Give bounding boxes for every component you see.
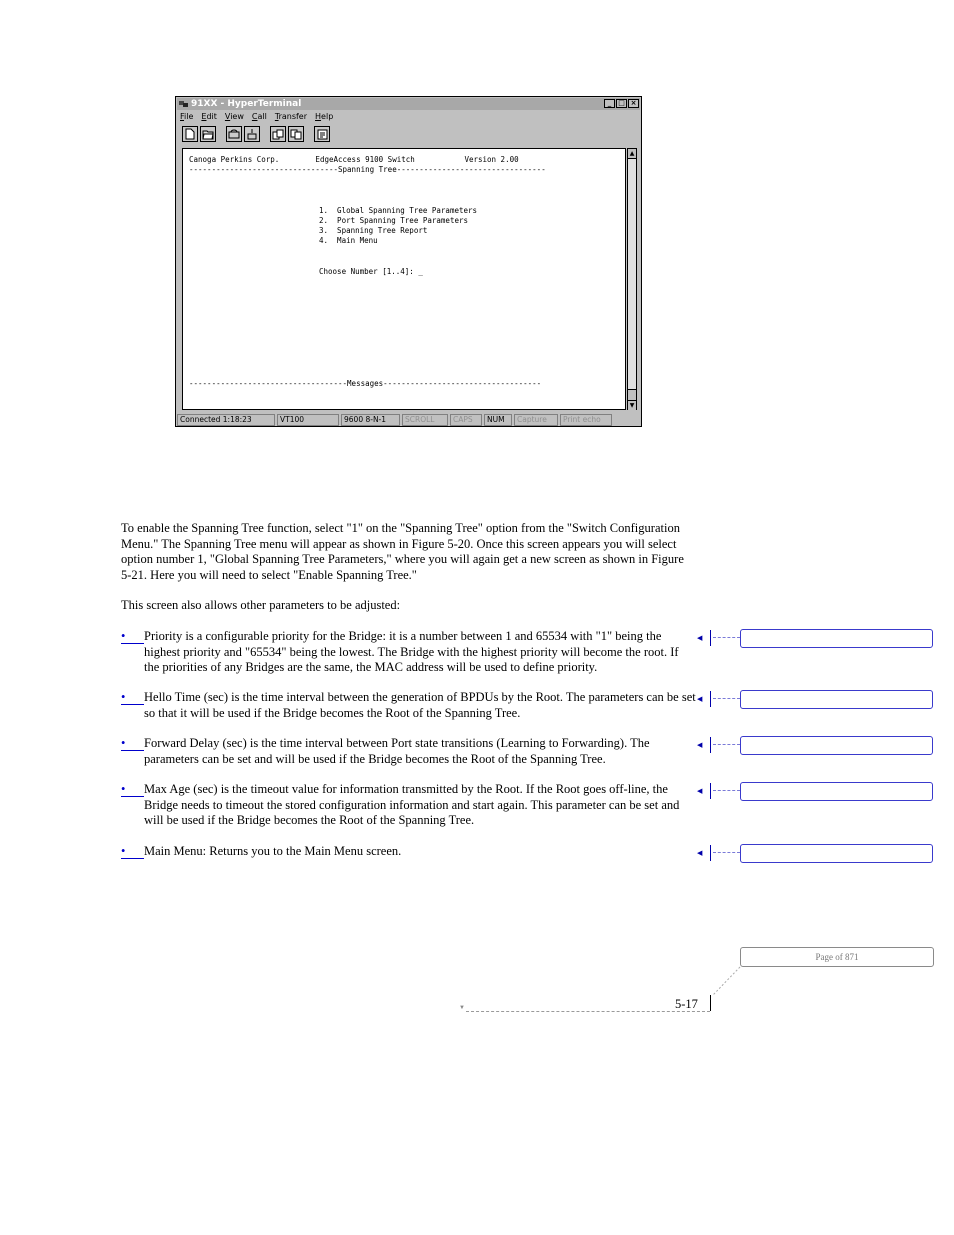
- status-scroll: SCROLL: [402, 414, 448, 426]
- menu-option-4[interactable]: 4. Main Menu: [319, 236, 378, 245]
- disconnect-button[interactable]: [244, 126, 260, 142]
- menu-option-2[interactable]: 2. Port Spanning Tree Parameters: [319, 216, 469, 225]
- menu-option-1[interactable]: 1. Global Spanning Tree Parameters: [319, 206, 478, 215]
- bullet-hello-time: [121, 690, 696, 721]
- bullet-max-age: [121, 782, 696, 829]
- page-number-bar: [710, 995, 711, 1011]
- menu-help[interactable]: Help: [315, 112, 334, 121]
- new-icon: [185, 128, 195, 140]
- menu-bar: [180, 111, 333, 122]
- hyperterminal-window: [175, 96, 642, 427]
- hyperterminal-app-icon: [179, 100, 188, 108]
- window-title: 91XX - HyperTerminal: [191, 99, 302, 109]
- terminal-rule-top: ---------------------------------Spanning Tree---------------------------------: [189, 165, 546, 174]
- status-connected: Connected 1:18:23: [177, 414, 275, 426]
- bullet-text: Main Menu: Returns you to the Main Menu screen.: [144, 844, 402, 858]
- properties-button[interactable]: [314, 126, 330, 142]
- bullet-text: Hello Time (sec) is the time interval between the generation of BPDUs by the Root. The parameters can be set so that it will be used if the Bridge becomes the Root of the Spanning Tree.: [144, 690, 696, 720]
- status-capture: Capture: [514, 414, 558, 426]
- terminal-rule-messages: -----------------------------------Messages-----------------------------------: [189, 379, 542, 388]
- page-number: 5-17: [675, 997, 698, 1011]
- minimize-button[interactable]: _: [604, 99, 615, 108]
- bullet-forward-delay: [121, 736, 696, 767]
- terminal-screen[interactable]: [182, 148, 626, 410]
- vertical-scrollbar[interactable]: [627, 148, 637, 410]
- bullet-link[interactable]: •: [121, 690, 144, 705]
- maximize-button[interactable]: □: [616, 99, 627, 108]
- toolbar: [182, 125, 330, 143]
- bullet-link[interactable]: •: [121, 844, 144, 859]
- menu-call[interactable]: Call: [251, 112, 267, 121]
- send-button[interactable]: [270, 126, 286, 142]
- bullet-link[interactable]: •: [121, 736, 144, 751]
- bullet-text: Max Age (sec) is the timeout value for information transmitted by the Root. If the Root goes off-line, the Bridge needs to timeout the stored configuration information and start again. This parameter can be set and will be used if the Bridge becomes the Root of the Spanning Tree.: [144, 782, 680, 827]
- comment-arrow-icon: ◀: [697, 634, 703, 642]
- comment-arrow-icon: ◀: [697, 695, 703, 703]
- bullet-link[interactable]: •: [121, 629, 144, 644]
- menu-transfer[interactable]: Transfer: [274, 112, 308, 121]
- open-button[interactable]: [200, 126, 216, 142]
- choose-number-prompt[interactable]: Choose Number [1..4]: _: [319, 267, 423, 276]
- footer-arrow-icon: ▼: [459, 1005, 465, 1011]
- comment-marker[interactable]: [697, 690, 937, 712]
- bullet-text: Forward Delay (sec) is the time interval between Port state transitions (Learning to Forwarding). The parameters can be set and will be used if the Bridge becomes the Root of the Spanning Tree.: [144, 736, 650, 766]
- bullet-text: Priority is a configurable priority for the Bridge: it is a number between 1 and 65534 with "1" being the highest priority and "65534" being the lowest. The Bridge with the highest priority will become the root. If the priorities of any Bridges are the same, the MAC address will be used to define priority.: [144, 629, 679, 674]
- bullet-main-menu: [121, 844, 696, 860]
- comment-box[interactable]: [740, 844, 933, 863]
- page-count-box: Page of 871: [740, 947, 934, 967]
- lead-paragraph: This screen also allows other parameters to be adjusted:: [121, 598, 401, 612]
- connect-button[interactable]: [226, 126, 242, 142]
- footer-dashed-line: [466, 1011, 710, 1012]
- menu-option-3[interactable]: 3. Spanning Tree Report: [319, 226, 428, 235]
- close-button[interactable]: ×: [628, 99, 639, 108]
- status-print-echo: Print echo: [560, 414, 612, 426]
- comment-box[interactable]: [740, 782, 933, 801]
- comment-marker[interactable]: [697, 844, 937, 866]
- comment-arrow-icon: ◀: [697, 787, 703, 795]
- scroll-up-icon[interactable]: ▲: [629, 150, 635, 157]
- intro-paragraph: To enable the Spanning Tree function, select "1" on the "Spanning Tree" option from the "Switch Configuration Menu." The Spanning Tree menu will appear as shown in Figure 5-20. Once this screen appears you will select option number 1, "Global Spanning Tree Parameters," where you will again get a new screen as shown in Figure 5-21. Here you will need to select "Enable Spanning Tree.": [121, 521, 684, 582]
- scroll-down-icon[interactable]: ▼: [629, 402, 635, 409]
- connector-line: [712, 966, 742, 996]
- new-button[interactable]: [182, 126, 198, 142]
- status-bar: [177, 414, 640, 426]
- receive-button[interactable]: [288, 126, 304, 142]
- comment-arrow-icon: ◀: [697, 741, 703, 749]
- comment-marker[interactable]: [697, 629, 937, 651]
- status-num: NUM: [484, 414, 512, 426]
- status-settings: 9600 8-N-1: [341, 414, 400, 426]
- bullet-priority: [121, 629, 696, 676]
- menu-edit[interactable]: Edit: [201, 112, 217, 121]
- comment-box[interactable]: [740, 629, 933, 648]
- connect-icon: [228, 129, 240, 139]
- comment-arrow-icon: ◀: [697, 849, 703, 857]
- menu-file[interactable]: File: [180, 112, 194, 121]
- comment-box[interactable]: [740, 690, 933, 709]
- terminal-header: Canoga Perkins Corp. EdgeAccess 9100 Switch Version 2.00: [189, 155, 519, 164]
- status-caps: CAPS: [450, 414, 482, 426]
- menu-view[interactable]: View: [224, 112, 244, 121]
- disconnect-icon: [246, 128, 258, 140]
- properties-icon: [317, 129, 328, 140]
- open-icon: [202, 129, 214, 140]
- receive-icon: [290, 129, 302, 140]
- bullet-link[interactable]: •: [121, 782, 144, 797]
- send-icon: [272, 129, 284, 140]
- title-bar: [177, 98, 640, 110]
- comment-box[interactable]: [740, 736, 933, 755]
- comment-marker[interactable]: [697, 736, 937, 758]
- status-emulation: VT100: [277, 414, 339, 426]
- comment-marker[interactable]: [697, 782, 937, 804]
